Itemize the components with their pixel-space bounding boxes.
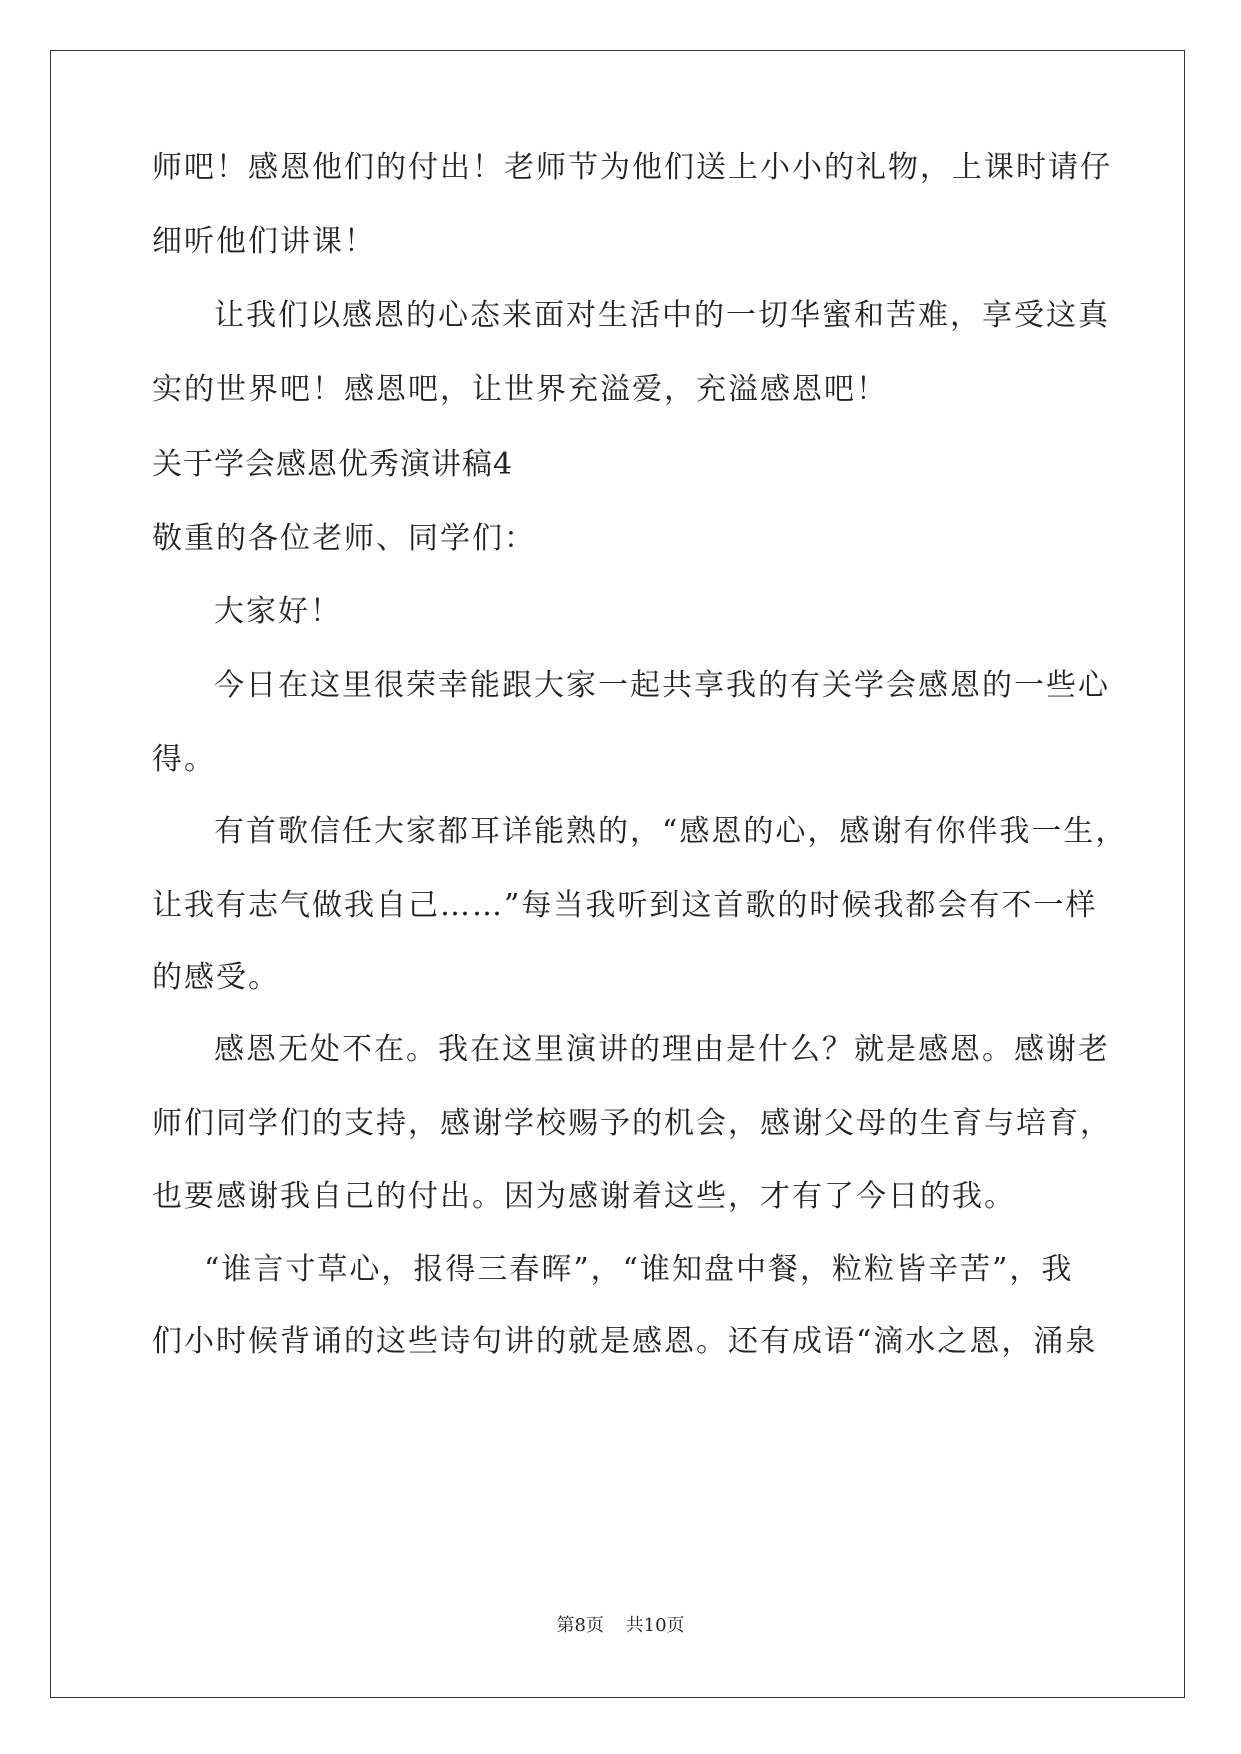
paragraph-line: 今日在这里很荣幸能跟大家一起共享我的有关学会感恩的一些心 <box>214 668 1110 703</box>
paragraph-line: 让我们以感恩的心态来面对生活中的一切华蜜和苦难，享受这真 <box>214 298 1110 333</box>
page-footer <box>0 1614 1241 1638</box>
page-number: 第8页 <box>556 1615 604 1636</box>
paragraph-line: 细听他们讲课！ <box>152 224 376 259</box>
salutation: 敬重的各位老师、同学们： <box>152 521 536 556</box>
paragraph-line: 师吧！感恩他们的付出！老师节为他们送上小小的礼物，上课时请仔 <box>152 150 1112 185</box>
greeting: 大家好！ <box>214 594 342 629</box>
paragraph-line: 得。 <box>152 742 216 777</box>
paragraph-line: 让我有志气做我自己……”每当我听到这首歌的时候我都会有不一样 <box>152 888 1098 923</box>
paragraph-line: 师们同学们的支持，感谢学校赐予的机会，感谢父母的生育与培育， <box>152 1106 1112 1141</box>
page-total: 共10页 <box>625 1615 685 1636</box>
paragraph-line: 们小时候背诵的这些诗句讲的就是感恩。还有成语“滴水之恩，涌泉 <box>152 1324 1098 1359</box>
paragraph-line: “谁言寸草心，报得三春晖”，“谁知盘中餐，粒粒皆辛苦”，我 <box>204 1252 1074 1287</box>
paragraph-line: 的感受。 <box>152 960 280 995</box>
paragraph-line: 有首歌信任大家都耳详能熟的，“感恩的心，感谢有你伴我一生， <box>214 814 1128 849</box>
section-heading: 关于学会感恩优秀演讲稿4 <box>152 447 514 482</box>
paragraph-line: 感恩无处不在。我在这里演讲的理由是什么？就是感恩。感谢老 <box>214 1032 1110 1067</box>
paragraph-line: 实的世界吧！感恩吧，让世界充溢爱，充溢感恩吧！ <box>152 372 888 407</box>
paragraph-line: 也要感谢我自己的付出。因为感谢着这些，才有了今日的我。 <box>152 1179 1016 1214</box>
